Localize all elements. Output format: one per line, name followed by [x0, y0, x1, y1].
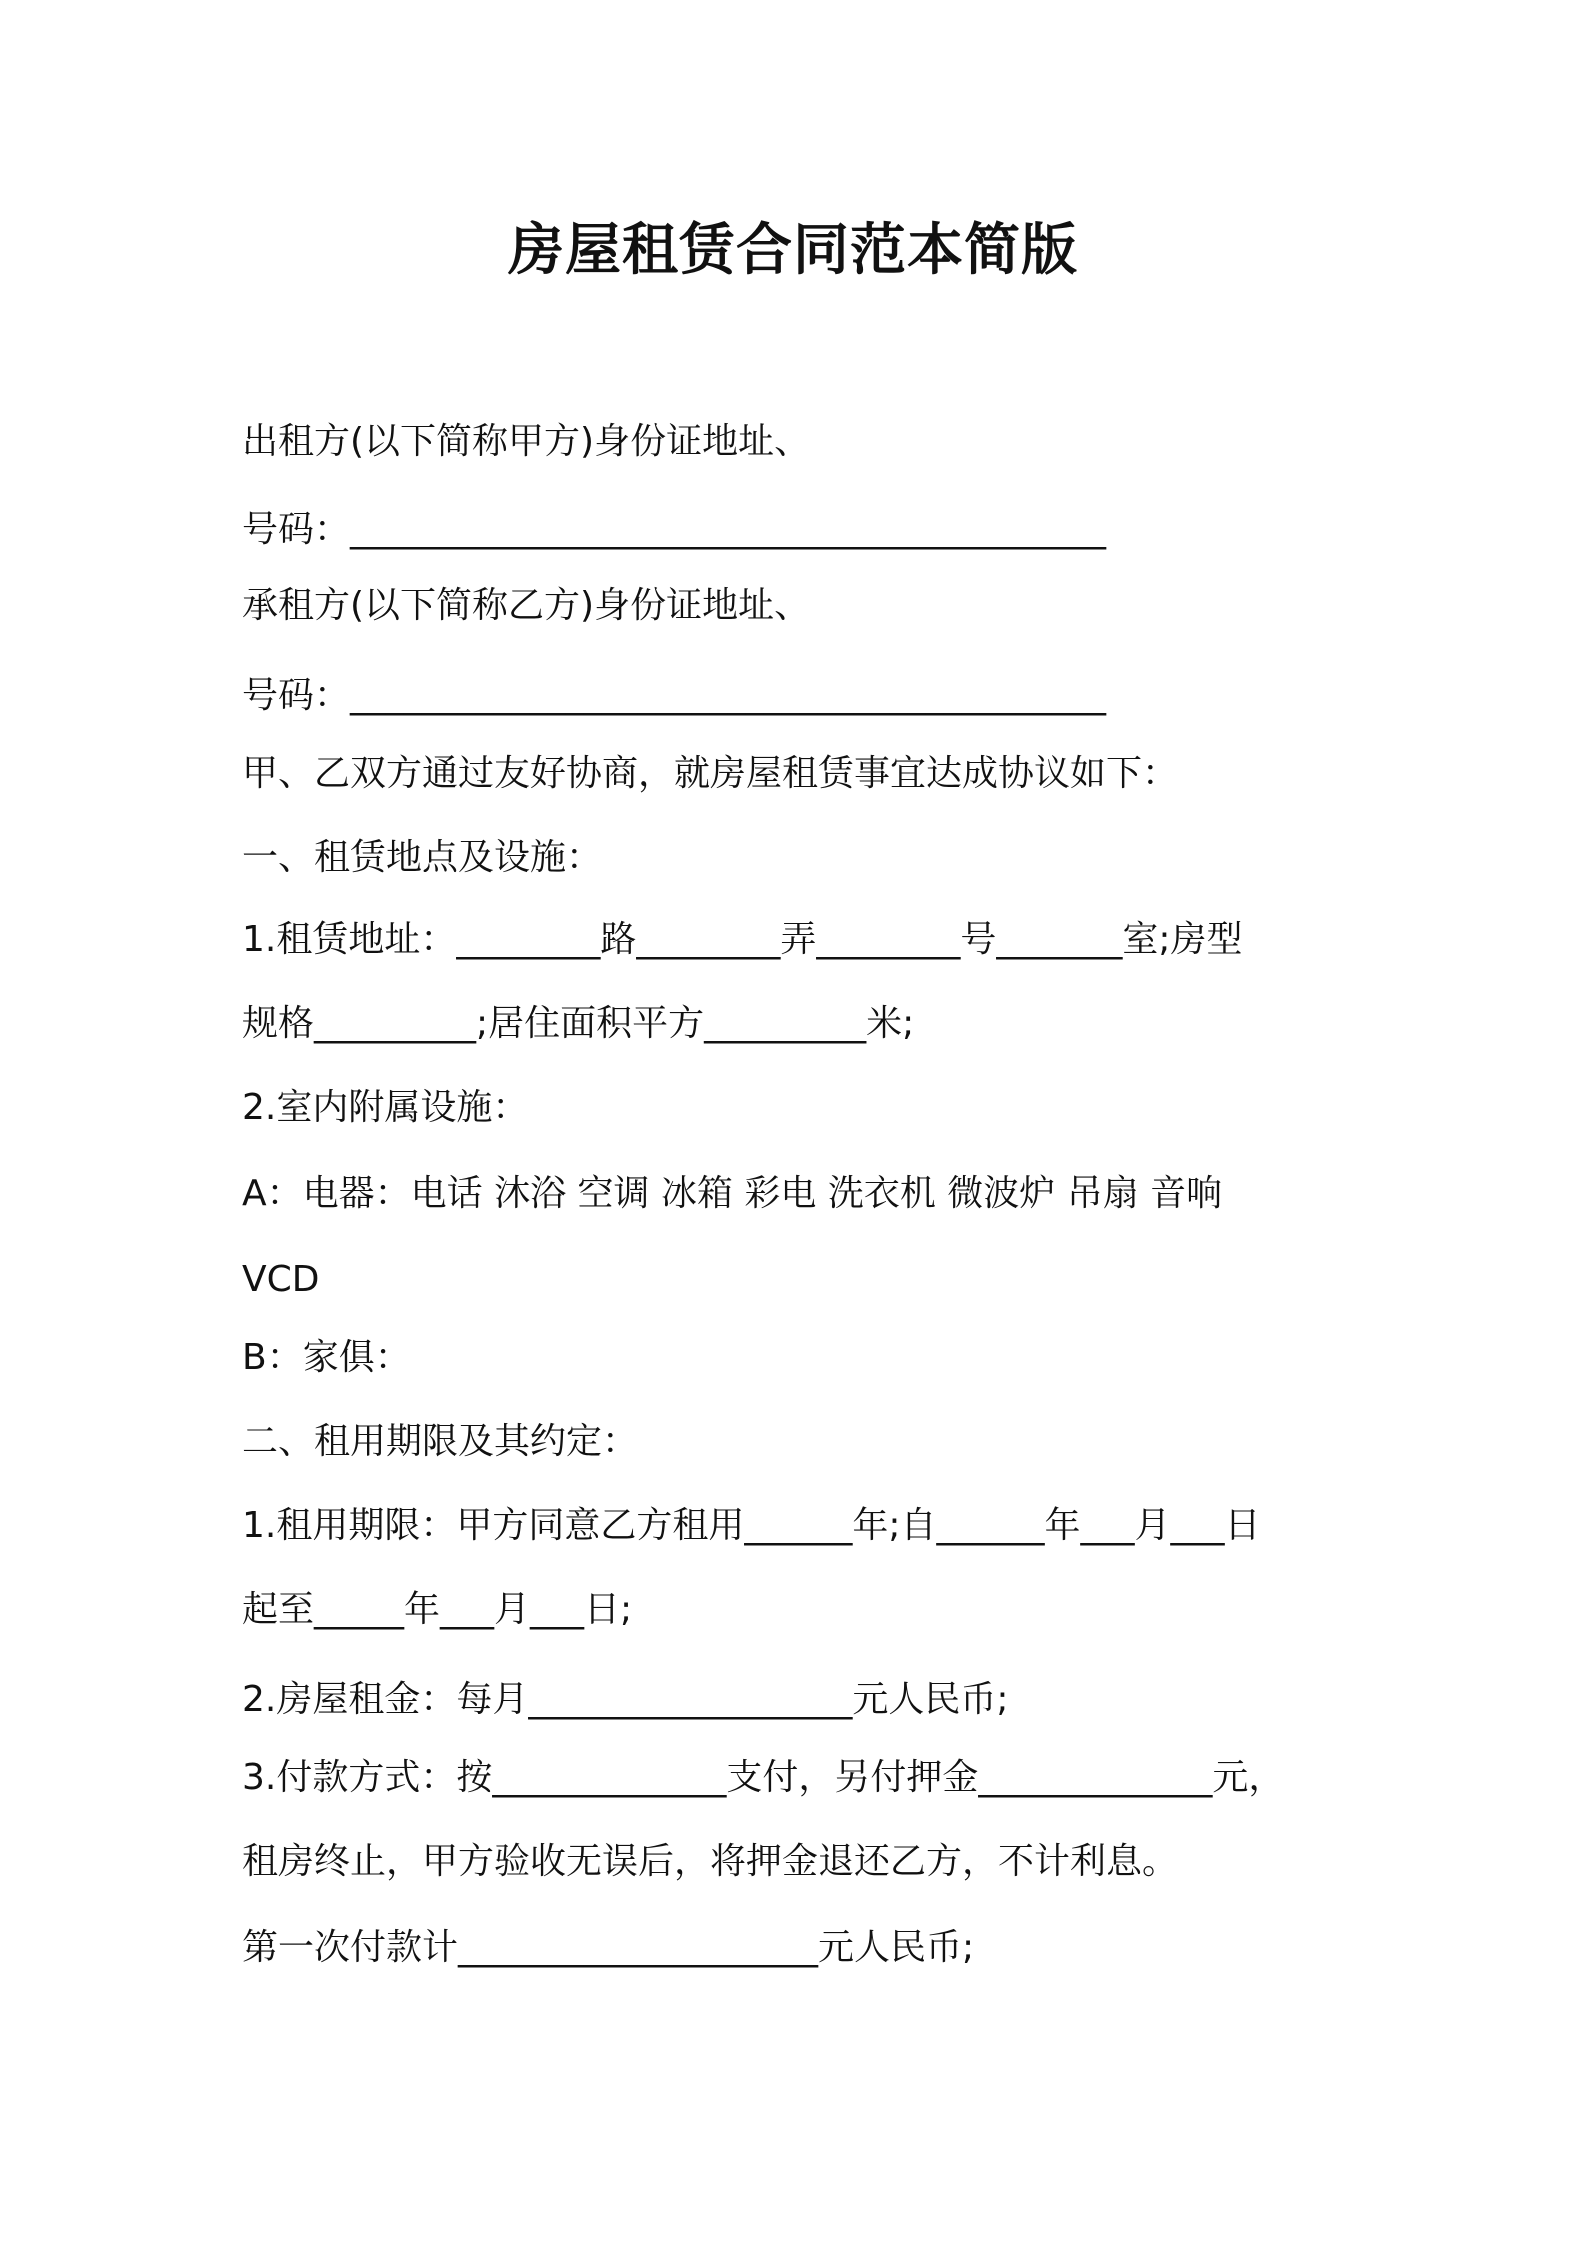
appliances-line-continued: VCD — [242, 1259, 320, 1300]
page-title: 房屋租赁合同范本简版 — [508, 218, 1078, 283]
lessee-id-number-line: 号码：__________________________________________ — [242, 675, 1107, 716]
room-spec-line: 规格_________;居住面积平方_________米; — [242, 1003, 915, 1044]
first-payment-line: 第一次付款计____________________元人民币; — [242, 1927, 975, 1968]
section-1-heading: 一、租赁地点及设施： — [242, 837, 603, 878]
agreement-intro-line: 甲、乙双方通过友好协商，就房屋租赁事宜达成协议如下： — [242, 753, 1179, 794]
furniture-line: B：家俱： — [242, 1337, 411, 1378]
lease-term-line-continued: 起至_____年___月___日; — [242, 1589, 633, 1630]
appliances-line: A：电器：电话 沐浴 空调 冰箱 彩电 洗衣机 微波炉 吊扇 音响 — [242, 1173, 1223, 1214]
deposit-refund-line: 租房终止，甲方验收无误后，将押金退还乙方，不计利息。 — [242, 1841, 1179, 1882]
section-2-heading: 二、租用期限及其约定： — [242, 1421, 639, 1462]
lessor-id-number-line: 号码：__________________________________________ — [242, 509, 1107, 550]
indoor-facilities-heading: 2.室内附属设施： — [242, 1087, 529, 1128]
lessor-id-address-line: 出租方(以下简称甲方)身份证地址、 — [242, 421, 811, 462]
lessee-id-address-line: 承租方(以下简称乙方)身份证地址、 — [242, 585, 811, 626]
rental-address-line: 1.租赁地址：________路________弄________号_______室;房型 — [242, 919, 1243, 960]
rent-line: 2.房屋租金：每月__________________元人民币; — [242, 1679, 1009, 1720]
lease-term-line: 1.租用期限：甲方同意乙方租用______年;自______年___月___日 — [242, 1505, 1261, 1546]
payment-method-line: 3.付款方式：按_____________支付，另付押金_____________元， — [242, 1757, 1285, 1798]
